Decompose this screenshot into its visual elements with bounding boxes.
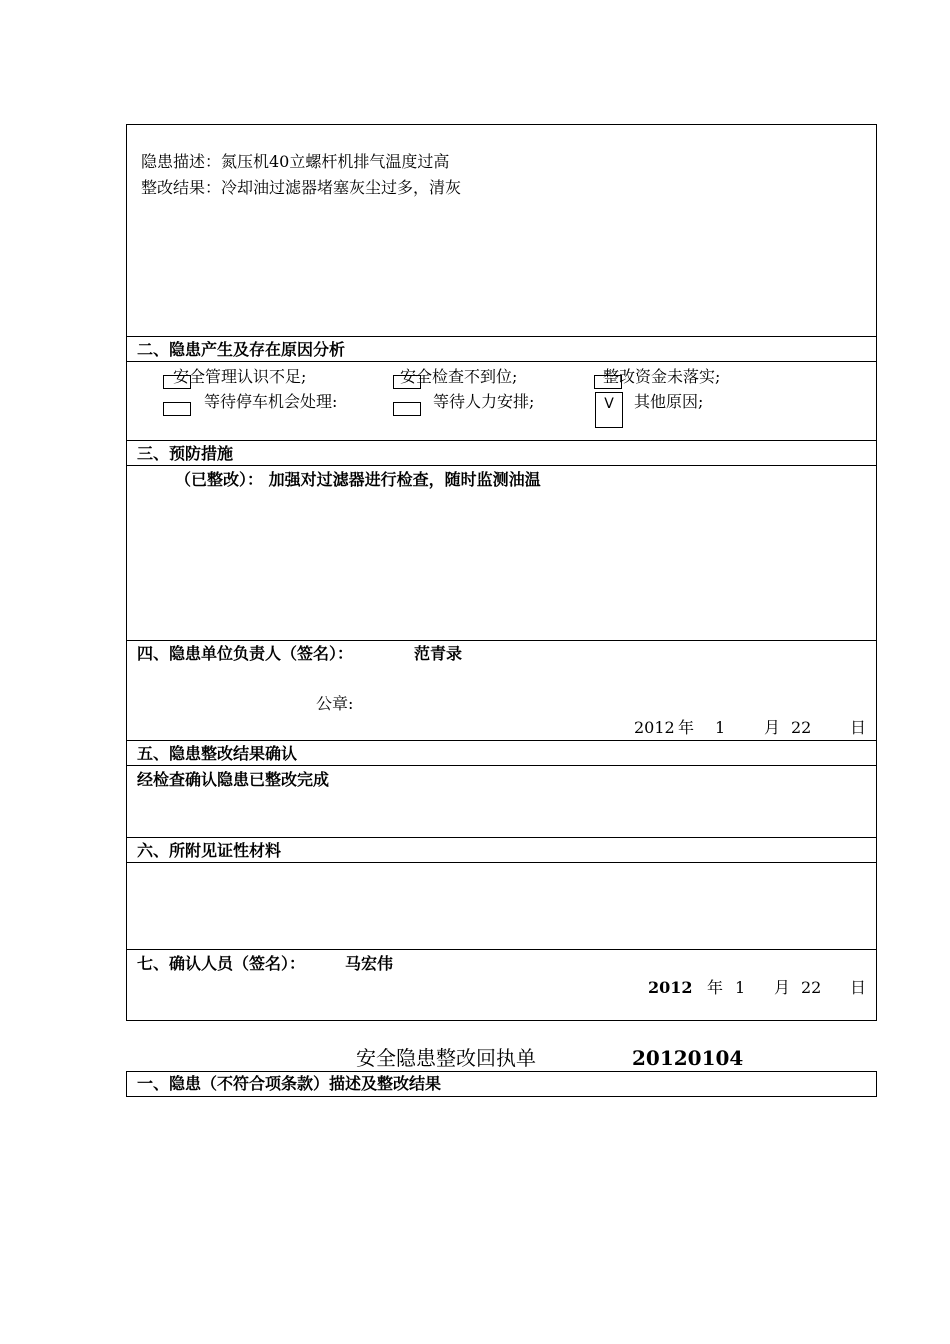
date-day: 22: [791, 718, 812, 737]
confirm-date-day: 22: [801, 978, 822, 997]
divider: [126, 640, 876, 641]
option-label: 其他原因;: [634, 392, 704, 411]
confirmation-result: 经检查确认隐患已整改完成: [137, 770, 330, 789]
option-label: 安全检查不到位;: [400, 367, 518, 386]
divider: [126, 740, 876, 741]
date-year-unit: 年: [678, 718, 695, 737]
form-title: 安全隐患整改回执单: [356, 1046, 536, 1070]
checkbox-other-reason[interactable]: V: [595, 392, 623, 428]
form-table: [126, 124, 877, 1021]
divider: [126, 440, 876, 441]
seal-label: 公章:: [316, 694, 354, 713]
divider: [126, 465, 876, 466]
section3-heading: 三、预防措施: [137, 444, 234, 463]
checkbox-wait-shutdown[interactable]: [163, 402, 191, 416]
section7-heading: 七、确认人员（签名）：: [137, 954, 306, 973]
hazard-description: 隐患描述：氮压机40立螺杆机排气温度过高: [141, 152, 450, 171]
divider: [126, 862, 876, 863]
divider: [126, 765, 876, 766]
divider: [126, 361, 876, 362]
option-label: 等待人力安排;: [433, 392, 535, 411]
option-label: 等待停车机会处理:: [204, 392, 338, 411]
section6-heading: 六、所附见证性材料: [137, 841, 282, 860]
confirm-date-year-unit: 年: [707, 978, 724, 997]
prevention-measures: （已整改）： 加强对过滤器进行检查，随时监测油温: [175, 470, 541, 489]
form-number: 20120104: [632, 1046, 744, 1070]
option-label: 安全管理认识不足;: [173, 367, 307, 386]
confirm-date-month-unit: 月: [774, 978, 791, 997]
date-day-unit: 日: [850, 718, 867, 737]
date-month: 1: [715, 718, 726, 737]
divider: [126, 837, 876, 838]
divider: [126, 336, 876, 337]
section2-heading: 二、隐患产生及存在原因分析: [137, 340, 346, 359]
section4-heading: 四、隐患单位负责人（签名）：: [137, 644, 354, 663]
section5-heading: 五、隐患整改结果确认: [137, 744, 298, 763]
date-month-unit: 月: [764, 718, 781, 737]
unit-signer: 范青录: [414, 644, 463, 663]
confirm-date-month: 1: [735, 978, 746, 997]
confirm-date-year: 2012: [648, 978, 693, 997]
checkbox-wait-manpower[interactable]: [393, 402, 421, 416]
confirm-signer: 马宏伟: [345, 954, 394, 973]
rectification-result: 整改结果：冷却油过滤器堵塞灰尘过多，清灰: [141, 178, 462, 197]
option-label: 整改资金未落实;: [603, 367, 721, 386]
confirm-date-day-unit: 日: [850, 978, 867, 997]
divider: [126, 949, 876, 950]
next-section1-heading: 一、隐患（不符合项条款）描述及整改结果: [137, 1074, 442, 1093]
date-year: 2012: [634, 718, 675, 737]
